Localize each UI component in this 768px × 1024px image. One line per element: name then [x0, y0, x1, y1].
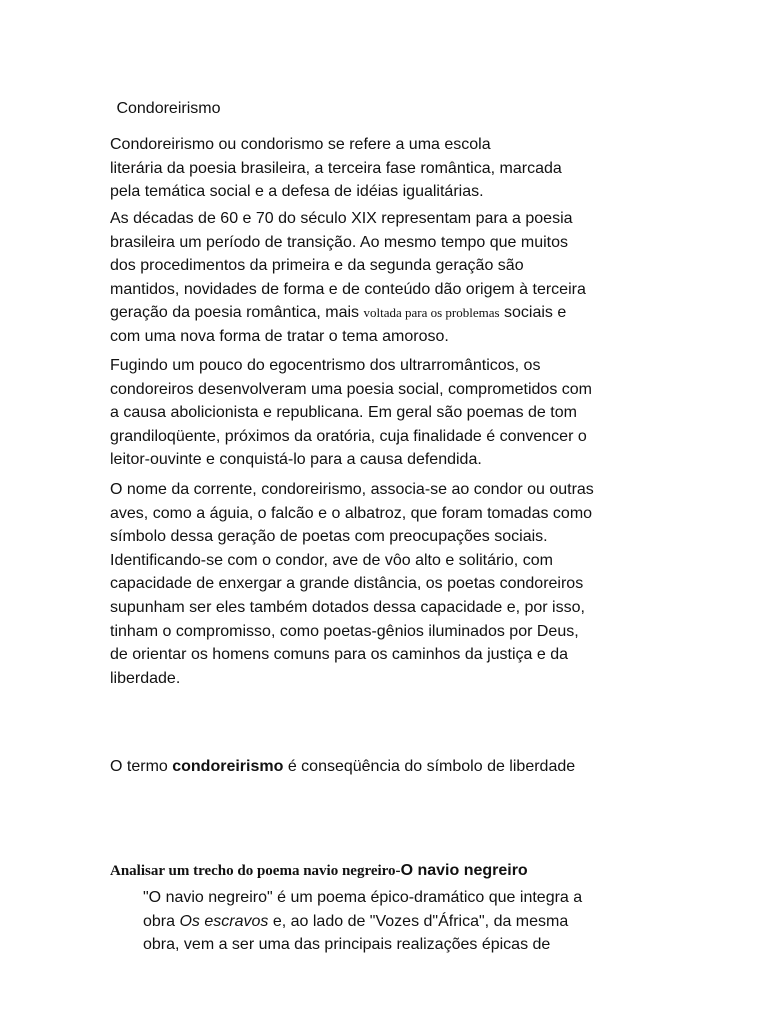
text-line: pela temática social e a defesa de idéias igualitárias. — [110, 183, 484, 201]
paragraph-name-origin — [110, 478, 670, 690]
text-line: leitor-ouvinte e conquistá-lo para a causa defendida. — [110, 451, 482, 469]
document-title: Condoreirismo — [112, 100, 221, 117]
text-line: tinham o compromisso, como poetas-gênios iluminados por Deus, — [110, 622, 579, 640]
italic-title: Os escravos — [179, 912, 269, 930]
paragraph-navio-negreiro — [143, 886, 683, 957]
text-line: de orientar os homens comuns para os caminhos da justiça e da — [110, 646, 569, 664]
bold-term: condoreirismo — [172, 758, 284, 775]
text-run: sociais e — [499, 304, 567, 322]
text-line: Identificando-se com o condor, ave de vôo alto e solitário, com — [110, 551, 553, 569]
text-line: "O navio negreiro" é um poema épico-dramático que integra a — [143, 889, 583, 906]
text-line: literária da poesia brasileira, a terceira fase romântica, marcada — [110, 159, 562, 177]
text-run: obra — [143, 912, 180, 930]
text-line — [110, 301, 670, 325]
text-line: a causa abolicionista e republicana. Em geral são poemas de tom — [110, 404, 577, 422]
text-line: dos procedimentos da primeira e da segunda geração são — [110, 257, 524, 275]
text-line: mantidos, novidades de forma e de conteúdo dão origem à terceira — [110, 280, 586, 298]
heading-sans-part: O navio negreiro — [400, 862, 528, 879]
text-line: com uma nova forma de tratar o tema amoroso. — [110, 327, 449, 345]
text-line: supunham ser eles também dotados dessa capacidade e, por isso, — [110, 598, 585, 616]
text-line: aves, como a águia, o falcão e o albatroz, que foram tomadas como — [110, 504, 593, 522]
paragraph-egocentrism — [110, 354, 670, 472]
text-line: condoreiros desenvolveram uma poesia social, comprometidos com — [110, 380, 592, 398]
section-heading — [110, 859, 528, 883]
text-run: é conseqüência do símbolo de liberdade — [283, 758, 576, 775]
text-run: geração da poesia romântica, mais — [110, 304, 364, 322]
text-line: Condoreirismo ou condorismo se refere a uma escola — [110, 136, 491, 153]
text-line: obra, vem a ser uma das principais realizações épicas de — [143, 936, 551, 954]
paragraph-definition — [110, 133, 670, 204]
text-line: grandiloqüente, próximos da oratória, cuja finalidade é convencer o — [110, 427, 587, 445]
text-line: As décadas de 60 e 70 do século XIX representam para a poesia — [110, 210, 573, 227]
term-statement — [110, 756, 575, 778]
heading-serif-part: Analisar um trecho do poema navio negreiro- — [110, 863, 401, 879]
text-line: O nome da corrente, condoreirismo, associa-se ao condor ou outras — [110, 481, 594, 498]
text-line: brasileira um período de transição. Ao mesmo tempo que muitos — [110, 233, 569, 251]
paragraph-decades — [110, 207, 670, 349]
text-run-serif: voltada para os problemas — [363, 305, 500, 321]
text-run: e, ao lado de "Vozes d"África", da mesma — [268, 912, 569, 930]
text-line: liberdade. — [110, 669, 181, 687]
text-line: Fugindo um pouco do egocentrismo dos ultrarromânticos, os — [110, 357, 541, 374]
text-run: O termo — [110, 758, 173, 775]
text-line: símbolo dessa geração de poetas com preocupações sociais. — [110, 528, 548, 546]
text-line: capacidade de enxergar a grande distância, os poetas condoreiros — [110, 575, 584, 593]
text-line — [143, 910, 683, 934]
